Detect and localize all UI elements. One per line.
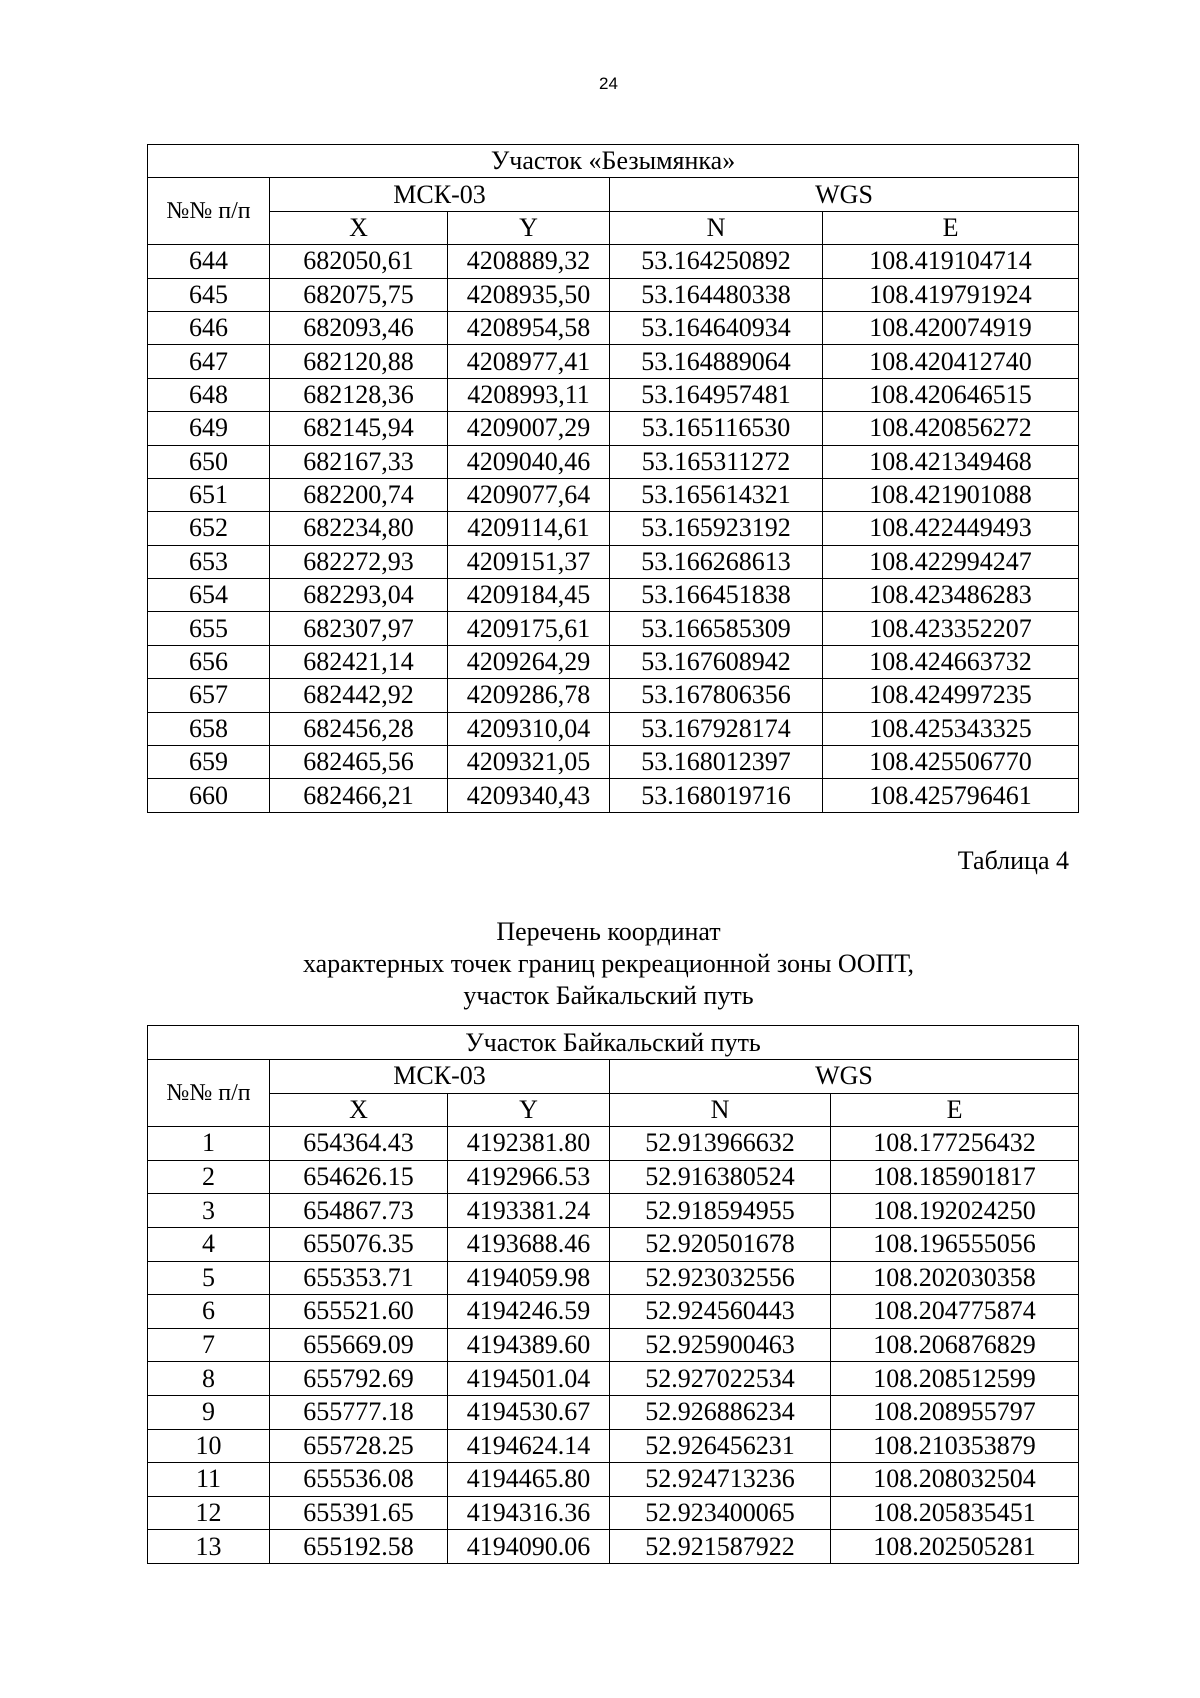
cell-msk-y: 4194465.80 xyxy=(448,1463,610,1497)
table-row xyxy=(148,712,1079,745)
table-row xyxy=(148,1395,1079,1429)
cell-point-number: 6 xyxy=(148,1295,270,1329)
column-header-y: Y xyxy=(448,211,610,244)
cell-point-number: 9 xyxy=(148,1395,270,1429)
cell-wgs-e: 108.419791924 xyxy=(823,278,1079,311)
cell-wgs-e: 108.210353879 xyxy=(831,1429,1079,1463)
page-number: 24 xyxy=(599,74,618,93)
cell-point-number: 651 xyxy=(148,478,270,511)
cell-msk-x: 655777.18 xyxy=(270,1395,448,1429)
cell-point-number: 3 xyxy=(148,1194,270,1228)
cell-wgs-n: 52.926886234 xyxy=(610,1395,831,1429)
cell-wgs-e: 108.421349468 xyxy=(823,445,1079,478)
coordinates-table-baikalsky-put xyxy=(147,1025,1079,1564)
cell-wgs-n: 53.165923192 xyxy=(610,512,823,545)
section-title: Участок «Безымянка» xyxy=(148,145,1079,178)
cell-wgs-e: 108.205835451 xyxy=(831,1496,1079,1530)
cell-wgs-n: 52.925900463 xyxy=(610,1328,831,1362)
cell-wgs-n: 53.166451838 xyxy=(610,579,823,612)
cell-wgs-n: 53.167608942 xyxy=(610,645,823,678)
column-group-wgs: WGS xyxy=(610,1060,1079,1094)
cell-wgs-n: 53.164957481 xyxy=(610,378,823,411)
cell-wgs-n: 52.920501678 xyxy=(610,1227,831,1261)
cell-wgs-e: 108.185901817 xyxy=(831,1160,1079,1194)
table-row xyxy=(148,679,1079,712)
cell-wgs-n: 53.166268613 xyxy=(610,545,823,578)
table-title-line: характерных точек границ рекреационной зоны ООПТ, xyxy=(302,949,915,978)
cell-msk-y: 4194059.98 xyxy=(448,1261,610,1295)
cell-point-number: 659 xyxy=(148,746,270,779)
cell-point-number: 7 xyxy=(148,1328,270,1362)
cell-wgs-n: 53.167806356 xyxy=(610,679,823,712)
cell-msk-x: 655076.35 xyxy=(270,1227,448,1261)
cell-msk-x: 655536.08 xyxy=(270,1463,448,1497)
cell-msk-x: 682293,04 xyxy=(270,579,448,612)
cell-msk-y: 4194316.36 xyxy=(448,1496,610,1530)
table-section-row xyxy=(148,145,1079,178)
cell-wgs-n: 52.927022534 xyxy=(610,1362,831,1396)
cell-msk-x: 655353.71 xyxy=(270,1261,448,1295)
cell-wgs-n: 53.164889064 xyxy=(610,345,823,378)
table-section-row xyxy=(148,1026,1079,1060)
cell-wgs-n: 52.913966632 xyxy=(610,1127,831,1161)
cell-msk-y: 4209184,45 xyxy=(448,579,610,612)
table-row xyxy=(148,311,1079,344)
cell-msk-y: 4208977,41 xyxy=(448,345,610,378)
cell-msk-y: 4209340,43 xyxy=(448,779,610,812)
cell-msk-y: 4209321,05 xyxy=(448,746,610,779)
cell-point-number: 660 xyxy=(148,779,270,812)
table-header-row xyxy=(148,1060,1079,1094)
cell-point-number: 647 xyxy=(148,345,270,378)
cell-msk-x: 682466,21 xyxy=(270,779,448,812)
cell-msk-x: 682120,88 xyxy=(270,345,448,378)
column-header-number: №№ п/п xyxy=(148,1060,270,1127)
cell-msk-y: 4194501.04 xyxy=(448,1362,610,1396)
cell-wgs-e: 108.425343325 xyxy=(823,712,1079,745)
cell-msk-x: 682093,46 xyxy=(270,311,448,344)
cell-msk-y: 4193688.46 xyxy=(448,1227,610,1261)
cell-wgs-e: 108.422994247 xyxy=(823,545,1079,578)
cell-msk-y: 4193381.24 xyxy=(448,1194,610,1228)
table-header-row xyxy=(148,178,1079,211)
cell-msk-x: 682465,56 xyxy=(270,746,448,779)
cell-wgs-e: 108.423486283 xyxy=(823,579,1079,612)
cell-msk-y: 4208993,11 xyxy=(448,378,610,411)
cell-wgs-n: 52.924560443 xyxy=(610,1295,831,1329)
cell-msk-x: 654364.43 xyxy=(270,1127,448,1161)
cell-wgs-n: 53.167928174 xyxy=(610,712,823,745)
cell-msk-y: 4208935,50 xyxy=(448,278,610,311)
table-title-line: участок Байкальский путь xyxy=(463,981,754,1010)
table-caption: Таблица 4 xyxy=(957,846,1069,875)
cell-msk-y: 4192966.53 xyxy=(448,1160,610,1194)
cell-point-number: 653 xyxy=(148,545,270,578)
cell-wgs-e: 108.202505281 xyxy=(831,1530,1079,1564)
table-row xyxy=(148,612,1079,645)
cell-msk-y: 4192381.80 xyxy=(448,1127,610,1161)
cell-wgs-n: 53.165116530 xyxy=(610,412,823,445)
cell-wgs-n: 53.165311272 xyxy=(610,445,823,478)
table-subheader-row xyxy=(148,1093,1079,1127)
cell-msk-y: 4209264,29 xyxy=(448,645,610,678)
cell-wgs-n: 53.168012397 xyxy=(610,746,823,779)
table-row xyxy=(148,478,1079,511)
cell-msk-y: 4194389.60 xyxy=(448,1328,610,1362)
cell-point-number: 648 xyxy=(148,378,270,411)
table-row xyxy=(148,1362,1079,1396)
table-row xyxy=(148,746,1079,779)
cell-msk-y: 4209286,78 xyxy=(448,679,610,712)
cell-msk-y: 4209007,29 xyxy=(448,412,610,445)
cell-msk-y: 4194624.14 xyxy=(448,1429,610,1463)
cell-wgs-e: 108.206876829 xyxy=(831,1328,1079,1362)
cell-wgs-e: 108.425796461 xyxy=(823,779,1079,812)
cell-wgs-e: 108.423352207 xyxy=(823,612,1079,645)
table-row xyxy=(148,245,1079,278)
cell-msk-x: 655669.09 xyxy=(270,1328,448,1362)
table-row xyxy=(148,1127,1079,1161)
column-group-msk03: МСК-03 xyxy=(270,1060,610,1094)
cell-msk-x: 655192.58 xyxy=(270,1530,448,1564)
table-row xyxy=(148,1463,1079,1497)
table-row xyxy=(148,345,1079,378)
cell-wgs-e: 108.424663732 xyxy=(823,645,1079,678)
cell-wgs-e: 108.192024250 xyxy=(831,1194,1079,1228)
cell-point-number: 8 xyxy=(148,1362,270,1396)
cell-msk-y: 4208889,32 xyxy=(448,245,610,278)
table-row xyxy=(148,1295,1079,1329)
cell-point-number: 10 xyxy=(148,1429,270,1463)
cell-point-number: 11 xyxy=(148,1463,270,1497)
cell-wgs-e: 108.208955797 xyxy=(831,1395,1079,1429)
cell-wgs-e: 108.177256432 xyxy=(831,1127,1079,1161)
cell-point-number: 645 xyxy=(148,278,270,311)
cell-msk-x: 682307,97 xyxy=(270,612,448,645)
cell-wgs-e: 108.419104714 xyxy=(823,245,1079,278)
cell-wgs-e: 108.208512599 xyxy=(831,1362,1079,1396)
cell-msk-x: 682050,61 xyxy=(270,245,448,278)
table-row xyxy=(148,579,1079,612)
table-row xyxy=(148,1194,1079,1228)
cell-wgs-e: 108.425506770 xyxy=(823,746,1079,779)
cell-msk-y: 4194530.67 xyxy=(448,1395,610,1429)
table-row xyxy=(148,1429,1079,1463)
table-row xyxy=(148,512,1079,545)
table-subheader-row xyxy=(148,211,1079,244)
table-row xyxy=(148,545,1079,578)
column-header-e: E xyxy=(823,211,1079,244)
table-row xyxy=(148,1496,1079,1530)
table-row xyxy=(148,645,1079,678)
table-row xyxy=(148,278,1079,311)
cell-wgs-e: 108.204775874 xyxy=(831,1295,1079,1329)
cell-wgs-n: 53.164480338 xyxy=(610,278,823,311)
cell-wgs-e: 108.202030358 xyxy=(831,1261,1079,1295)
table-row xyxy=(148,1261,1079,1295)
cell-msk-x: 655728.25 xyxy=(270,1429,448,1463)
cell-msk-y: 4209040,46 xyxy=(448,445,610,478)
cell-wgs-e: 108.424997235 xyxy=(823,679,1079,712)
column-header-n: N xyxy=(610,211,823,244)
cell-msk-x: 655391.65 xyxy=(270,1496,448,1530)
cell-wgs-e: 108.420074919 xyxy=(823,311,1079,344)
cell-wgs-n: 52.923032556 xyxy=(610,1261,831,1295)
table-title xyxy=(0,916,1200,1012)
cell-point-number: 1 xyxy=(148,1127,270,1161)
cell-msk-y: 4209175,61 xyxy=(448,612,610,645)
column-header-x: X xyxy=(270,211,448,244)
column-header-x: X xyxy=(270,1093,448,1127)
cell-wgs-n: 53.168019716 xyxy=(610,779,823,812)
cell-msk-y: 4209151,37 xyxy=(448,545,610,578)
cell-msk-x: 682234,80 xyxy=(270,512,448,545)
cell-msk-x: 682456,28 xyxy=(270,712,448,745)
cell-wgs-n: 53.164640934 xyxy=(610,311,823,344)
table-title-line: Перечень координат xyxy=(496,917,721,946)
cell-wgs-n: 52.926456231 xyxy=(610,1429,831,1463)
cell-point-number: 2 xyxy=(148,1160,270,1194)
cell-point-number: 656 xyxy=(148,645,270,678)
cell-msk-x: 654867.73 xyxy=(270,1194,448,1228)
cell-msk-x: 682272,93 xyxy=(270,545,448,578)
cell-wgs-n: 52.918594955 xyxy=(610,1194,831,1228)
cell-wgs-n: 53.164250892 xyxy=(610,245,823,278)
cell-wgs-e: 108.421901088 xyxy=(823,478,1079,511)
column-group-msk03: МСК-03 xyxy=(270,178,610,211)
cell-wgs-e: 108.208032504 xyxy=(831,1463,1079,1497)
coordinates-table-bezymyanka xyxy=(147,144,1079,813)
cell-point-number: 4 xyxy=(148,1227,270,1261)
section-title: Участок Байкальский путь xyxy=(148,1026,1079,1060)
cell-msk-x: 682167,33 xyxy=(270,445,448,478)
cell-msk-y: 4209114,61 xyxy=(448,512,610,545)
cell-msk-x: 682421,14 xyxy=(270,645,448,678)
cell-msk-x: 682128,36 xyxy=(270,378,448,411)
cell-msk-x: 655792.69 xyxy=(270,1362,448,1396)
table-row xyxy=(148,412,1079,445)
cell-wgs-e: 108.422449493 xyxy=(823,512,1079,545)
column-header-e: E xyxy=(831,1093,1079,1127)
cell-msk-y: 4208954,58 xyxy=(448,311,610,344)
cell-wgs-n: 52.924713236 xyxy=(610,1463,831,1497)
cell-point-number: 655 xyxy=(148,612,270,645)
cell-point-number: 646 xyxy=(148,311,270,344)
cell-point-number: 644 xyxy=(148,245,270,278)
cell-msk-x: 654626.15 xyxy=(270,1160,448,1194)
cell-msk-x: 682075,75 xyxy=(270,278,448,311)
table-row xyxy=(148,1530,1079,1564)
cell-wgs-n: 52.923400065 xyxy=(610,1496,831,1530)
cell-wgs-e: 108.196555056 xyxy=(831,1227,1079,1261)
table-row xyxy=(148,1328,1079,1362)
cell-wgs-n: 52.916380524 xyxy=(610,1160,831,1194)
cell-point-number: 5 xyxy=(148,1261,270,1295)
cell-point-number: 650 xyxy=(148,445,270,478)
table-row xyxy=(148,779,1079,812)
cell-wgs-e: 108.420646515 xyxy=(823,378,1079,411)
cell-msk-x: 655521.60 xyxy=(270,1295,448,1329)
cell-point-number: 658 xyxy=(148,712,270,745)
column-header-number: №№ п/п xyxy=(148,178,270,245)
cell-msk-y: 4194090.06 xyxy=(448,1530,610,1564)
cell-msk-x: 682442,92 xyxy=(270,679,448,712)
table-row xyxy=(148,1160,1079,1194)
cell-wgs-e: 108.420412740 xyxy=(823,345,1079,378)
cell-msk-y: 4209310,04 xyxy=(448,712,610,745)
cell-wgs-n: 53.166585309 xyxy=(610,612,823,645)
cell-msk-x: 682200,74 xyxy=(270,478,448,511)
column-header-n: N xyxy=(610,1093,831,1127)
table-row xyxy=(148,1227,1079,1261)
cell-msk-y: 4194246.59 xyxy=(448,1295,610,1329)
cell-point-number: 13 xyxy=(148,1530,270,1564)
cell-wgs-e: 108.420856272 xyxy=(823,412,1079,445)
cell-point-number: 12 xyxy=(148,1496,270,1530)
cell-point-number: 649 xyxy=(148,412,270,445)
cell-point-number: 657 xyxy=(148,679,270,712)
cell-msk-y: 4209077,64 xyxy=(448,478,610,511)
cell-wgs-n: 52.921587922 xyxy=(610,1530,831,1564)
table-row xyxy=(148,445,1079,478)
column-header-y: Y xyxy=(448,1093,610,1127)
cell-wgs-n: 53.165614321 xyxy=(610,478,823,511)
cell-point-number: 652 xyxy=(148,512,270,545)
cell-point-number: 654 xyxy=(148,579,270,612)
table-row xyxy=(148,378,1079,411)
cell-msk-x: 682145,94 xyxy=(270,412,448,445)
column-group-wgs: WGS xyxy=(610,178,1079,211)
